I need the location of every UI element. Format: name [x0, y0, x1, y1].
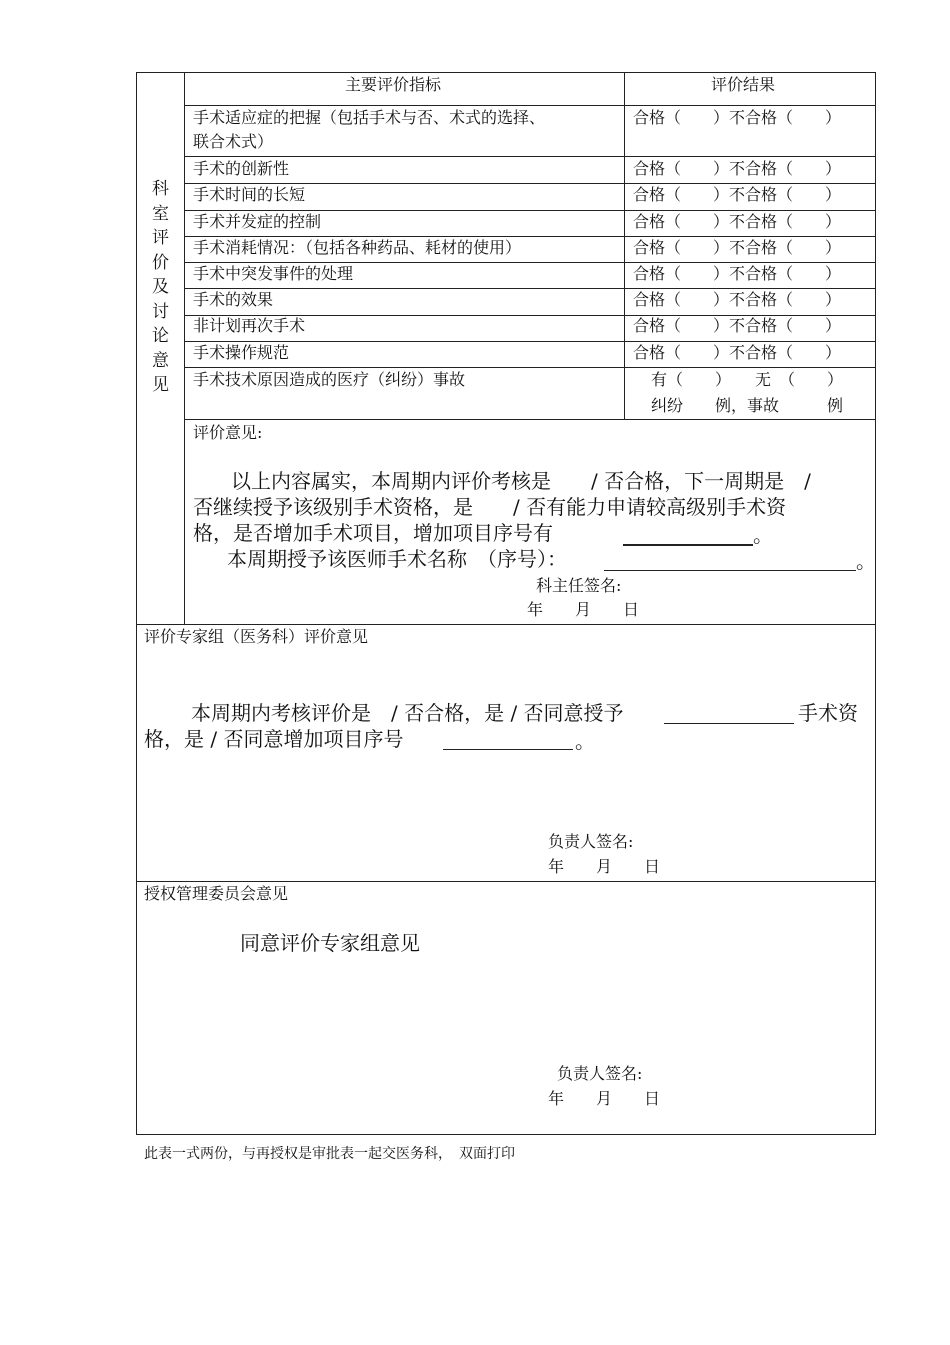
expert-line-1: 本周期内考核评价是 / 否合格，是 / 否同意授予: [191, 701, 624, 725]
committee-section-title: 授权管理委员会意见: [144, 884, 289, 903]
result-row-8: 合格（ ）不合格（ ）: [633, 316, 842, 335]
result-row-7: 合格（ ）不合格（ ）: [633, 290, 842, 309]
expert-line-1-end: 手术资: [798, 701, 858, 725]
opinion-line-4-end: 。: [856, 549, 876, 573]
dept-side-label: 科 室 评 价 及 讨 论 意 见: [152, 179, 169, 395]
result-row-6: 合格（ ）不合格（ ）: [633, 264, 842, 283]
dept-date-label: 年 月 日: [527, 600, 640, 619]
result-accident-line2: 纠纷 例，事故 例: [651, 396, 844, 415]
indicator-accident: 手术技术原因造成的医疗（纠纷）事故: [193, 370, 466, 389]
opinion-line-4: 本周期授予该医师手术名称 （序号）：: [227, 547, 567, 571]
opinion-line-3: 格，是否增加手术项目，增加项目序号有: [193, 521, 553, 545]
result-row-9: 合格（ ）不合格（ ）: [633, 343, 842, 362]
opinion-line-3-end: 。: [753, 523, 773, 547]
opinion-line-1: 以上内容属实，本周期内评价考核是 / 否合格，下一周期是 /: [231, 469, 811, 493]
indicator-row-7: 手术的效果: [193, 290, 274, 309]
result-row-3: 合格（ ）不合格（ ）: [633, 185, 842, 204]
opinion-line-2: 否继续授予该级别手术资格，是 / 否有能力申请较高级别手术资: [193, 495, 787, 519]
result-row-2: 合格（ ）不合格（ ）: [633, 159, 842, 178]
opinion-label: 评价意见:: [193, 423, 263, 442]
indicator-row-5: 手术消耗情况：（包括各种药品、耗材的使用）: [193, 238, 522, 257]
result-row-4: 合格（ ）不合格（ ）: [633, 212, 842, 231]
result-row-5: 合格（ ）不合格（ ）: [633, 238, 842, 257]
section-separator: [137, 624, 875, 625]
project-number-blank[interactable]: [623, 544, 753, 546]
section-separator: [137, 881, 875, 882]
header-result: 评价结果: [711, 75, 776, 94]
indicator-row-2: 手术的创新性: [193, 159, 290, 178]
expert-line-2-end: 。: [575, 729, 595, 753]
expert-date-label: 年 月 日: [548, 857, 661, 876]
surgery-name-blank[interactable]: [604, 570, 856, 571]
indicator-row-1-line2: 联合术式）: [193, 132, 274, 151]
indicator-row-1: 手术适应症的把握（包括手术与否、术式的选择、: [193, 108, 546, 127]
indicator-row-8: 非计划再次手术: [193, 316, 306, 335]
indicator-row-3: 手术时间的长短: [193, 185, 306, 204]
committee-signature-label: 负责人签名:: [557, 1064, 643, 1083]
indicator-row-9: 手术操作规范: [193, 343, 290, 362]
indicator-row-6: 手术中突发事件的处理: [193, 264, 354, 283]
expert-line-2: 格，是 / 否同意增加项目序号: [144, 727, 404, 751]
result-row-1: 合格（ ）不合格（ ）: [633, 108, 842, 127]
footer-note: 此表一式两份，与再授权是审批表一起交医务科， 双面打印: [144, 1146, 515, 1162]
expert-section-title: 评价专家组（医务科）评价意见: [144, 627, 369, 646]
header-indicator: 主要评价指标: [345, 75, 442, 94]
grant-surgery-blank[interactable]: [664, 723, 794, 724]
committee-date-label: 年 月 日: [548, 1089, 661, 1108]
result-accident-line1: 有（ ） 无 （ ）: [651, 370, 844, 389]
expert-project-number-blank[interactable]: [443, 749, 573, 750]
evaluation-form-table: [136, 72, 876, 1135]
dept-head-signature-label: 科主任签名:: [536, 576, 622, 595]
expert-signature-label: 负责人签名:: [548, 832, 634, 851]
committee-opinion: 同意评价专家组意见: [240, 931, 420, 955]
indicator-row-4: 手术并发症的控制: [193, 212, 322, 231]
